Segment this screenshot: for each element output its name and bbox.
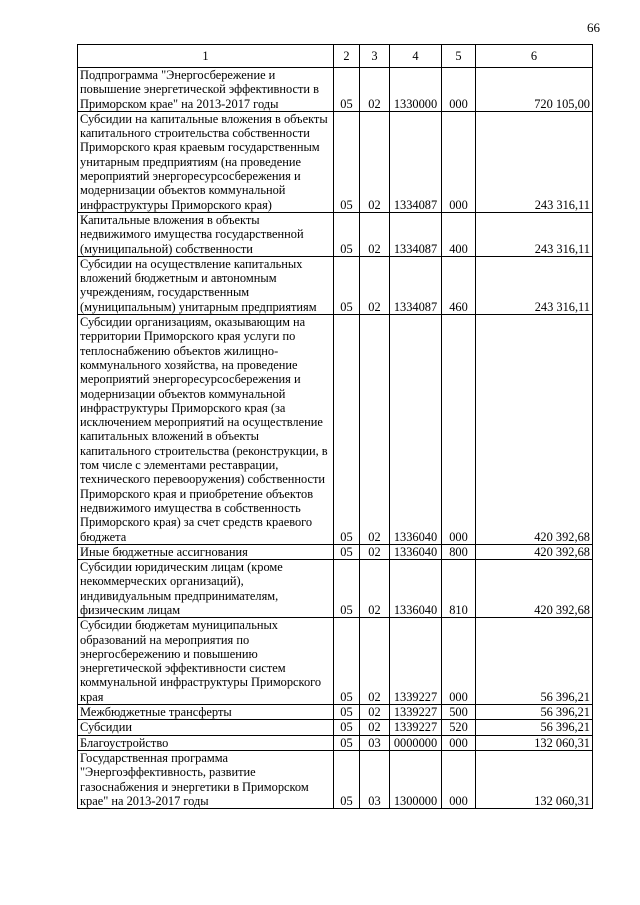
row-name-cell: Капитальные вложения в объекты недвижимого имущества государственной (муниципальной) собственности	[78, 212, 334, 256]
amount-cell: 420 392,68	[476, 315, 593, 545]
amount-cell: 720 105,00	[476, 68, 593, 112]
subsection-cell: 02	[360, 618, 390, 705]
section-cell: 05	[334, 560, 360, 618]
subsection-cell: 02	[360, 256, 390, 314]
amount-cell: 56 396,21	[476, 720, 593, 735]
target-article-cell: 1336040	[390, 544, 442, 559]
amount-cell: 56 396,21	[476, 618, 593, 705]
target-article-cell: 1334087	[390, 212, 442, 256]
table-row	[78, 735, 593, 750]
row-name-cell: Субсидии организациям, оказывающим на территории Приморского края услуги по теплоснабжению объектов жилищно-коммунального хозяйства, на проведение мероприятий энергоресурсосбережения и модернизации объектов коммунальной инфраструктуры Приморского края (за исключением мероприятий на осуществление капитальных вложений в объекты капитального строительства (реконструкции, в том числе с элементами реставрации, технического перевооружения) собственности Приморского края и приобретение объектов недвижимого имущества в собственность Приморского края) за счет средств краевого бюджета	[78, 315, 334, 545]
column-header: 3	[360, 45, 390, 68]
subsection-cell: 02	[360, 560, 390, 618]
amount-cell: 243 316,11	[476, 111, 593, 212]
table-row	[78, 212, 593, 256]
amount-cell: 132 060,31	[476, 750, 593, 808]
expense-type-cell: 810	[442, 560, 476, 618]
section-cell: 05	[334, 68, 360, 112]
subsection-cell: 02	[360, 705, 390, 720]
section-cell: 05	[334, 544, 360, 559]
subsection-cell: 02	[360, 111, 390, 212]
budget-table	[77, 44, 593, 809]
row-name-cell: Подпрограмма "Энергосбережение и повышение энергетической эффективности в Приморском крае" на 2013-2017 годы	[78, 68, 334, 112]
expense-type-cell: 460	[442, 256, 476, 314]
table-row	[78, 705, 593, 720]
row-name-cell: Субсидии юридическим лицам (кроме некоммерческих организаций), индивидуальным предпринимателям, физическим лицам	[78, 560, 334, 618]
subsection-cell: 02	[360, 212, 390, 256]
section-cell: 05	[334, 256, 360, 314]
expense-type-cell: 000	[442, 315, 476, 545]
section-cell: 05	[334, 720, 360, 735]
target-article-cell: 1334087	[390, 111, 442, 212]
amount-cell: 56 396,21	[476, 705, 593, 720]
row-name-cell: Иные бюджетные ассигнования	[78, 544, 334, 559]
section-cell: 05	[334, 705, 360, 720]
table-row	[78, 68, 593, 112]
row-name-cell: Субсидии на осуществление капитальных вложений бюджетным и автономным учреждениям, государственным (муниципальным) унитарным предприятиям	[78, 256, 334, 314]
section-cell: 05	[334, 750, 360, 808]
table-row	[78, 618, 593, 705]
section-cell: 05	[334, 212, 360, 256]
expense-type-cell: 400	[442, 212, 476, 256]
amount-cell: 420 392,68	[476, 544, 593, 559]
target-article-cell: 1339227	[390, 705, 442, 720]
expense-type-cell: 520	[442, 720, 476, 735]
column-header: 5	[442, 45, 476, 68]
table-row	[78, 315, 593, 545]
expense-type-cell: 000	[442, 735, 476, 750]
section-cell: 05	[334, 315, 360, 545]
amount-cell: 243 316,11	[476, 212, 593, 256]
target-article-cell: 1336040	[390, 560, 442, 618]
target-article-cell: 1339227	[390, 618, 442, 705]
table-row	[78, 256, 593, 314]
subsection-cell: 02	[360, 544, 390, 559]
expense-type-cell: 500	[442, 705, 476, 720]
section-cell: 05	[334, 618, 360, 705]
amount-cell: 243 316,11	[476, 256, 593, 314]
page-number: 66	[587, 20, 600, 35]
table-row	[78, 111, 593, 212]
target-article-cell: 1330000	[390, 68, 442, 112]
table-row	[78, 750, 593, 808]
expense-type-cell: 000	[442, 111, 476, 212]
expense-type-cell: 000	[442, 750, 476, 808]
table-row	[78, 720, 593, 735]
table-header-row	[78, 45, 593, 68]
column-header: 2	[334, 45, 360, 68]
section-cell: 05	[334, 111, 360, 212]
table-row	[78, 544, 593, 559]
column-header: 1	[78, 45, 334, 68]
row-name-cell: Межбюджетные трансферты	[78, 705, 334, 720]
amount-cell: 132 060,31	[476, 735, 593, 750]
row-name-cell: Государственная программа "Энергоэффективность, развитие газоснабжения и энергетики в Приморском крае" на 2013-2017 годы	[78, 750, 334, 808]
target-article-cell: 1334087	[390, 256, 442, 314]
expense-type-cell: 800	[442, 544, 476, 559]
expense-type-cell: 000	[442, 618, 476, 705]
row-name-cell: Субсидии на капитальные вложения в объекты капитального строительства собственности Приморского края краевым государственным унитарным предприятиям (на проведение мероприятий энергоресурсосбережения и модернизации объектов коммунальной инфраструктуры Приморского края)	[78, 111, 334, 212]
section-cell: 05	[334, 735, 360, 750]
subsection-cell: 03	[360, 750, 390, 808]
target-article-cell: 1300000	[390, 750, 442, 808]
amount-cell: 420 392,68	[476, 560, 593, 618]
target-article-cell: 1336040	[390, 315, 442, 545]
expense-type-cell: 000	[442, 68, 476, 112]
subsection-cell: 02	[360, 720, 390, 735]
target-article-cell: 0000000	[390, 735, 442, 750]
column-header: 4	[390, 45, 442, 68]
subsection-cell: 02	[360, 68, 390, 112]
row-name-cell: Субсидии	[78, 720, 334, 735]
column-header: 6	[476, 45, 593, 68]
subsection-cell: 02	[360, 315, 390, 545]
target-article-cell: 1339227	[390, 720, 442, 735]
row-name-cell: Благоустройство	[78, 735, 334, 750]
table-row	[78, 560, 593, 618]
row-name-cell: Субсидии бюджетам муниципальных образований на мероприятия по энергосбережению и повышению энергетической эффективности систем коммунальной инфраструктуры Приморского края	[78, 618, 334, 705]
subsection-cell: 03	[360, 735, 390, 750]
